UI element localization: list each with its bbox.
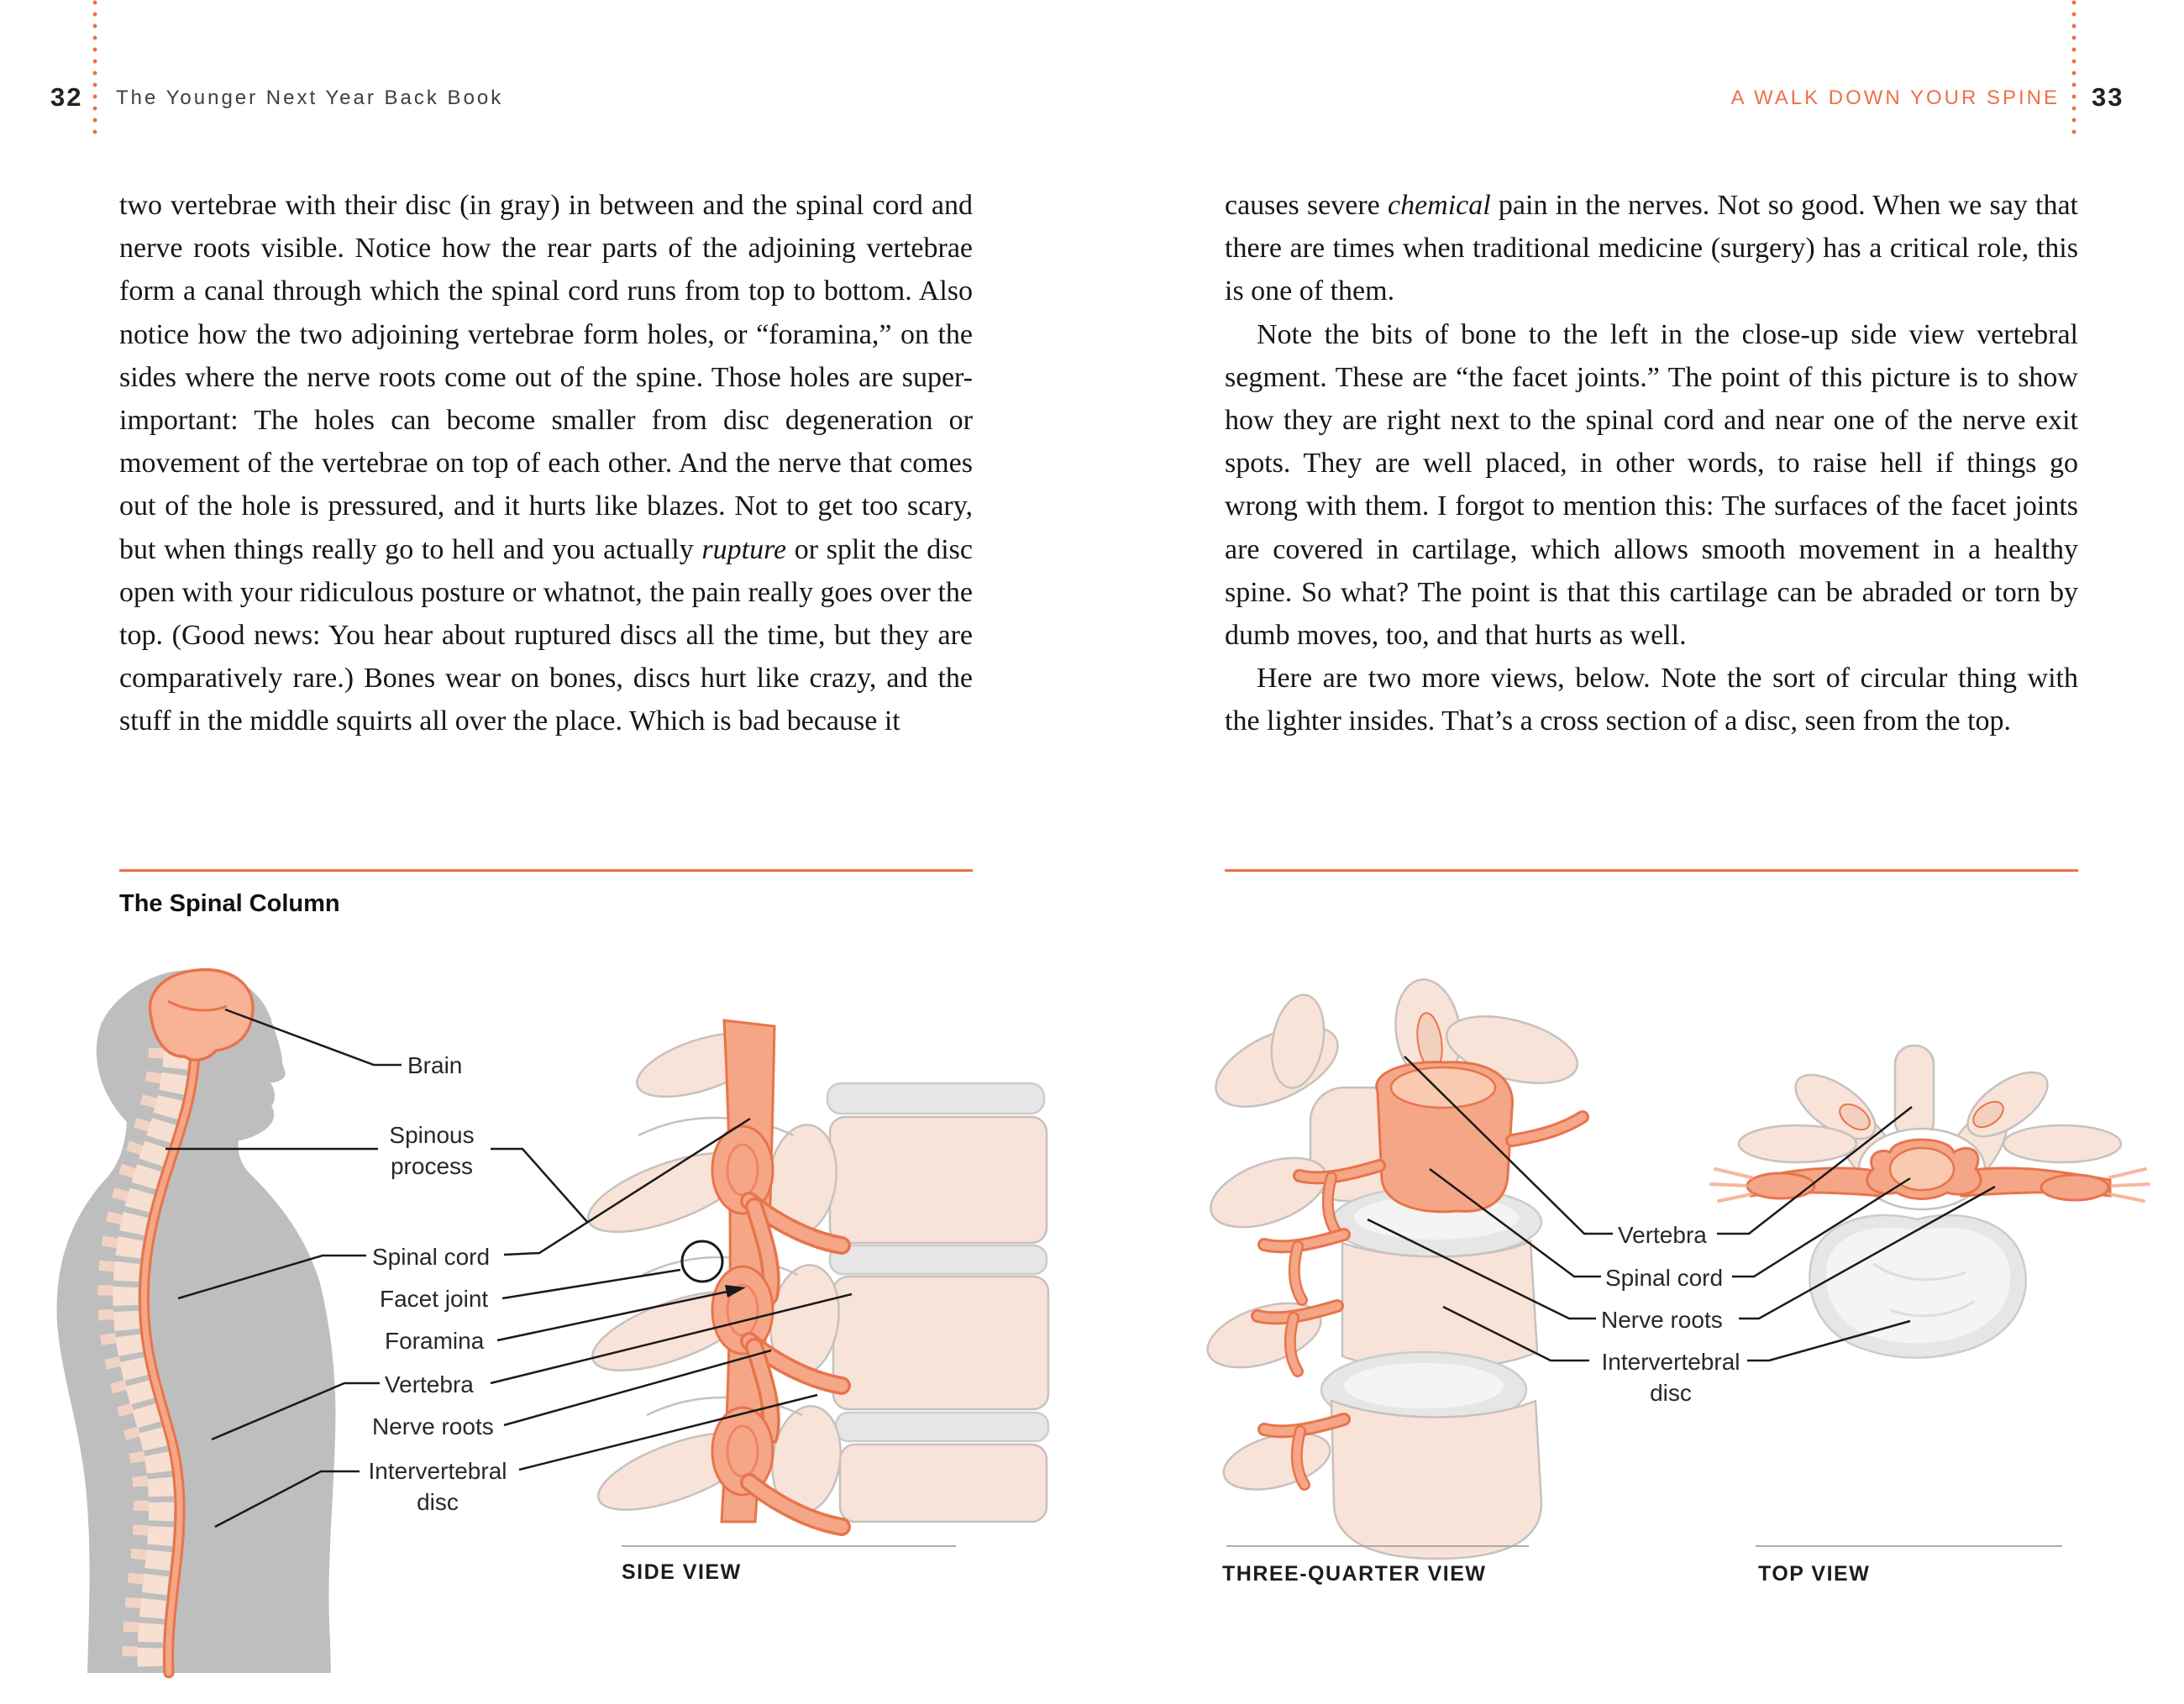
caption-side-view: SIDE VIEW (622, 1560, 742, 1584)
figure-rule-right (1225, 869, 2078, 872)
three-quarter-view-illustration (1200, 975, 1584, 1559)
caption-three-quarter-view: THREE-QUARTER VIEW (1222, 1562, 1487, 1586)
body-paragraph: Here are two more views, below. Note the sort of circular thing with the lighter insides. That’s a cross section of a disc, seen from the top. (1225, 663, 2078, 737)
label-brain: Brain (407, 1052, 463, 1078)
side-view-closeup-illustration (579, 1020, 1048, 1527)
label-foramina: Foramina (385, 1328, 485, 1354)
body-paragraph: Note the bits of bone to the left in the close-up side view vertebral segment. These are “the facet joints.” The point of this picture is to show how they are right next to the spinal cord and near one of the nerve exit spots. They are well placed, in other words, to raise hell if things go wrong with them. I forgot to mention this: The surfaces of the facet joints are covered in cartilage, which allows smooth movement in a healthy spine. So what? The point is that this cartilage can be abraded or torn by dumb moves, too, and that hurts as well. (1225, 318, 2078, 652)
body-paragraph: causes severe chemical pain in the nerves. Not so good. When we say that there are times when traditional medicine (surgery) has a critical role, this is one of them. (1225, 190, 2078, 307)
body-text-left (119, 184, 973, 743)
human-silhouette-illustration (57, 970, 336, 1673)
caption-rule-three-quarter-view (1226, 1545, 1529, 1547)
caption-rule-top-view (1756, 1545, 2062, 1547)
label-vertebra-right: Vertebra (1618, 1222, 1707, 1248)
header-dotted-divider-left (92, 0, 97, 136)
body-text-right (1225, 184, 2078, 743)
figure-heading: The Spinal Column (119, 890, 340, 917)
caption-top-view: TOP VIEW (1758, 1562, 1871, 1586)
facet-joint-circle-marker (682, 1241, 722, 1282)
label-vertebra-left: Vertebra (385, 1371, 474, 1397)
figure-rule-left (119, 869, 973, 872)
caption-rule-side-view (622, 1545, 956, 1547)
label-intervertebral-disc-right: Intervertebral disc (1601, 1349, 1740, 1406)
spinal-column-figure-left (0, 966, 1092, 1704)
label-nerve-roots-right: Nerve roots (1601, 1307, 1723, 1333)
label-spinal-cord-right: Spinal cord (1605, 1265, 1724, 1291)
label-intervertebral-disc-left: Intervertebral disc (368, 1458, 507, 1515)
body-paragraph: two vertebrae with their disc (in gray) in between and the spinal cord and nerve roots visible. Notice how the rear parts of the adjoining vertebrae form a canal through which the spinal cord runs from top to bottom. Also notice how the two adjoining vertebrae form holes, or “foramina,” on the sides where the nerve roots come out of the spine. Those holes are super-important: The holes can become smaller from disc degeneration or movement of the vertebrae on top of each other. And the nerve that comes out of the hole is pressured, and it hurts like blazes. Not to get too scary, but when things really go to hell and you actually rupture or split the disc open with your ridiculous posture or whatnot, the pain really goes over the top. (Good news: You hear about ruptured discs all the time, but they are comparatively rare.) Bones wear on bones, discs hurt like crazy, and the stuff in the middle squirts all over the place. Which is bad because it (119, 190, 973, 737)
label-spinous-process: Spinous process (389, 1122, 475, 1179)
label-spinal-cord-left: Spinal cord (372, 1244, 491, 1270)
running-head-right: A WALK DOWN YOUR SPINE (1730, 87, 2060, 109)
top-view-illustration (1711, 1046, 2149, 1358)
label-nerve-roots-left: Nerve roots (372, 1413, 494, 1439)
page-number-right: 33 (2092, 82, 2124, 112)
header-dotted-divider-right (2071, 0, 2076, 136)
running-head-left: The Younger Next Year Back Book (116, 87, 504, 109)
label-facet-joint: Facet joint (380, 1286, 489, 1312)
page-number-left: 32 (50, 82, 83, 112)
